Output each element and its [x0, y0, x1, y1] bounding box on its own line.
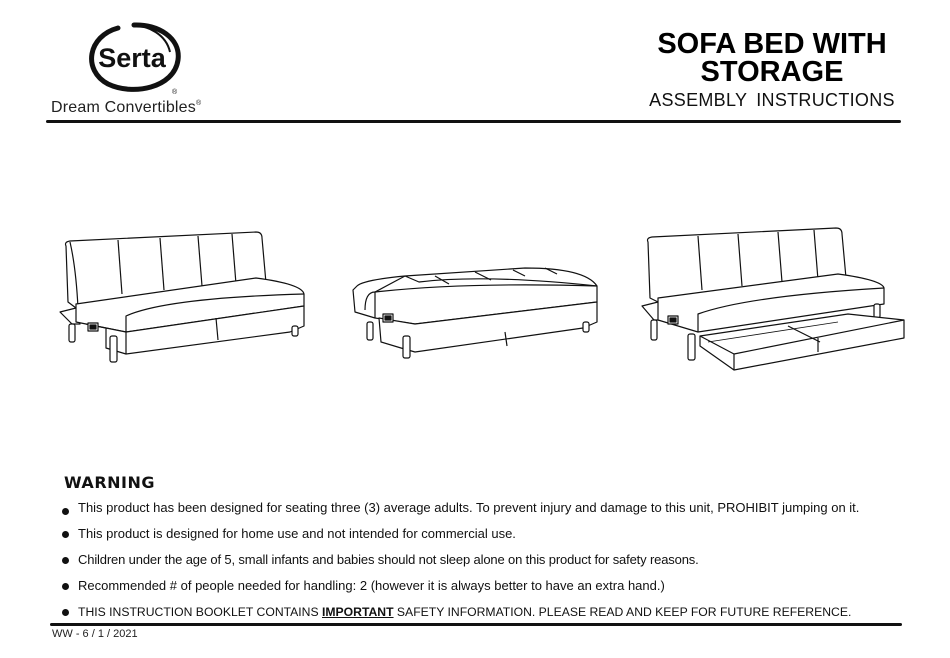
- document-title: [642, 30, 902, 111]
- warning-item: This product is designed for home use and not intended for commercial use.: [62, 525, 912, 551]
- warning-item-important: THIS INSTRUCTION BOOKLET CONTAINS IMPORTANT SAFETY INFORMATION. PLEASE READ AND KEEP FOR FUTURE REFERENCE.: [62, 603, 912, 629]
- warning-item: This product has been designed for seating three (3) average adults. To prevent injury and damage to this unit, PROHIBIT jumping on it.: [62, 499, 912, 525]
- sub-brand: Dream Convertibles®: [51, 99, 202, 116]
- title-subtitle: ASSEMBLY INSTRUCTIONS: [649, 90, 895, 110]
- svg-text:®: ®: [172, 89, 178, 96]
- footer-divider: [50, 623, 902, 626]
- serta-swoosh-icon: [78, 18, 190, 98]
- title-line-2: STORAGE: [700, 56, 844, 88]
- illustration-sofa-upright: [56, 228, 308, 368]
- illustration-sofa-drawers-open: [638, 222, 908, 374]
- warning-item: Recommended # of people needed for handling: 2 (however it is always better to have an extra hand.): [62, 577, 912, 603]
- bullet-icon: [62, 557, 69, 564]
- warning-list: [62, 499, 912, 629]
- document-code: WW - 6 / 1 / 2021: [52, 628, 138, 640]
- warning-heading: WARNING: [64, 473, 155, 492]
- title-line-1: SOFA BED WITH: [657, 28, 887, 60]
- bullet-icon: [62, 583, 69, 590]
- warning-item: Children under the age of 5, small infants and babies should not sleep alone on this product for safety reasons.: [62, 551, 912, 577]
- bullet-icon: [62, 531, 69, 538]
- illustration-sofa-bed-flat: [345, 262, 603, 362]
- important-emphasis: IMPORTANT: [322, 605, 394, 619]
- bullet-icon: [62, 609, 69, 616]
- header-divider: [46, 120, 901, 123]
- logo-wordmark: Serta: [98, 43, 166, 73]
- bullet-icon: [62, 508, 69, 515]
